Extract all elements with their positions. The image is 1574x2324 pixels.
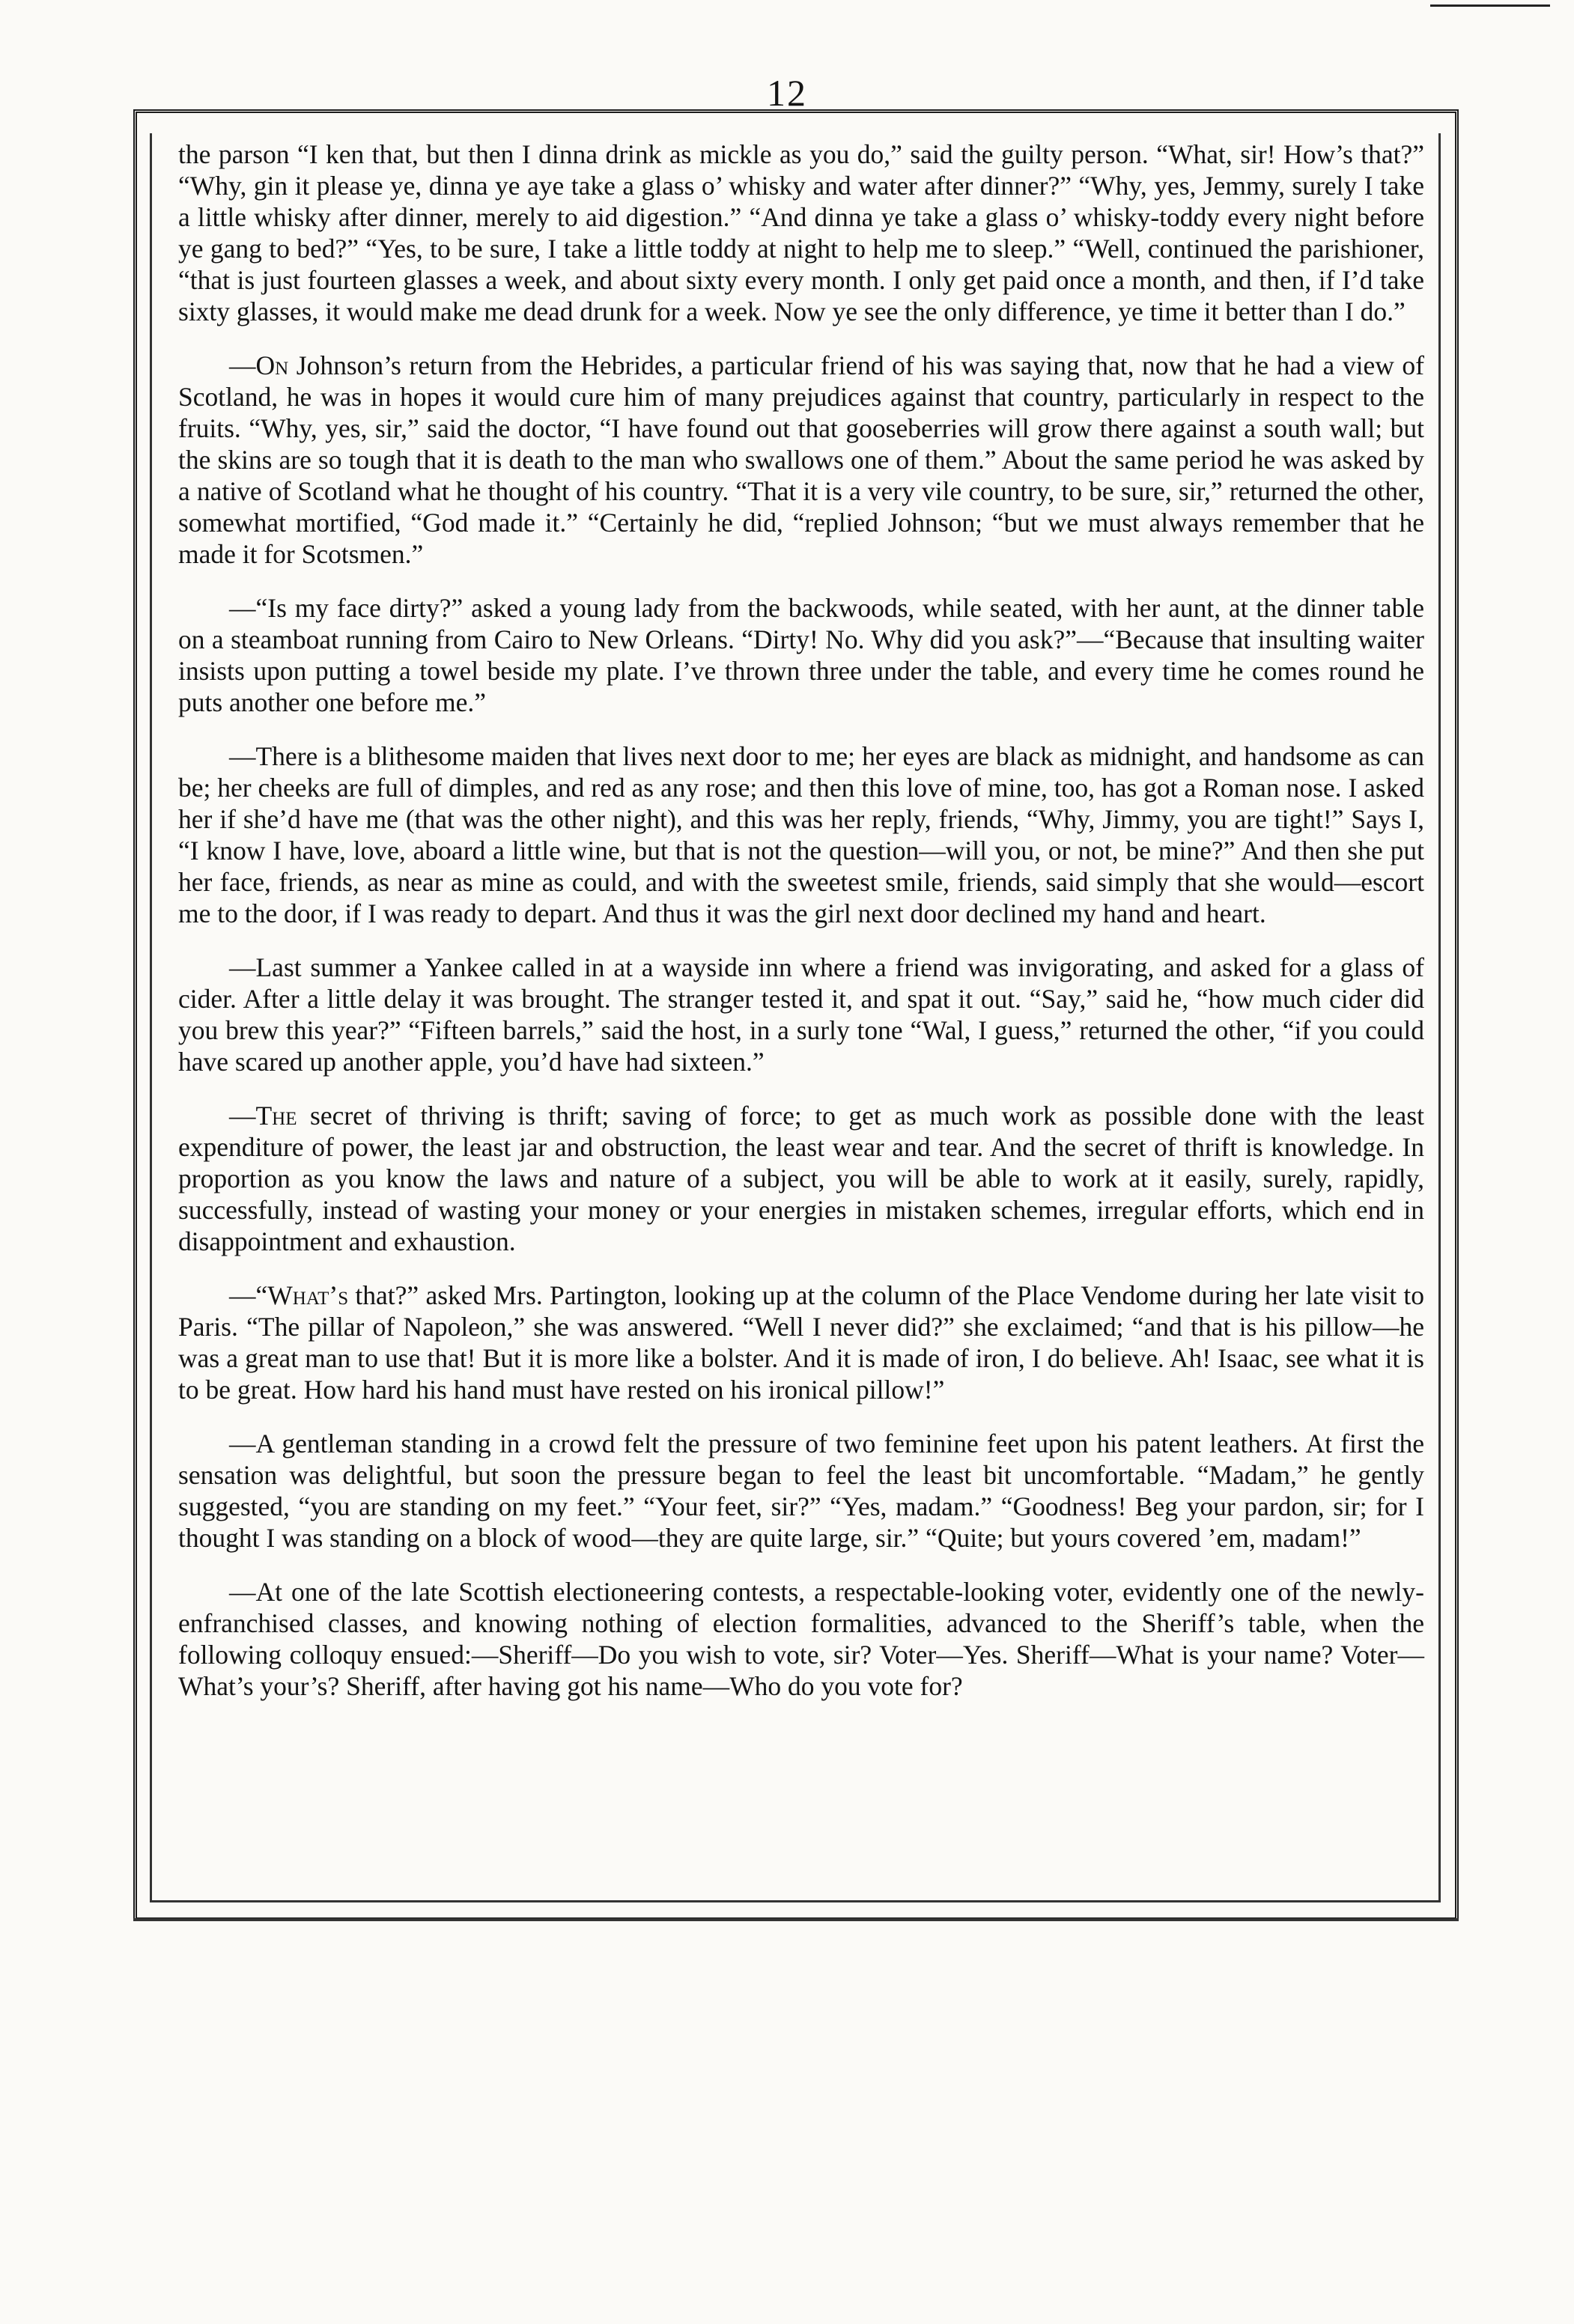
paragraph-text: that?” asked Mrs. Partington, looking up at the column of the Place Vendome during her late visit to Paris. “The pillar of Napoleon,” she was answered. “Well I never did?” she exclaimed; “and that is his pillow—he was a great man to use that! But it is more like a bolster. And it is made of iron, I do believe. Ah! Isaac, see what it is to be great. How hard his hand must have rested on his ironical pillow!” (178, 1280, 1424, 1405)
paragraph-scottish-election (178, 1576, 1424, 1702)
paragraph-lead: —The (229, 1101, 297, 1131)
paragraph-text: secret of thriving is thrift; saving of force; to get as much work as possible done with the least expenditure of power, the least jar and obstruction, the least wear and tear. And the secret of thrift is knowledge. In proportion as you know the laws and nature of a subject, you will be able to work at it easily, surely, rapidly, successfully, instead of wasting your money or your energies in mistaken schemes, irregular efforts, which end in disappointment and exhaustion. (178, 1101, 1424, 1256)
paragraph-partington (178, 1280, 1424, 1405)
paragraph-lead: —“What’s (229, 1280, 349, 1310)
paragraph-parson-continued (178, 139, 1424, 327)
paragraph-text: —Last summer a Yankee called in at a wayside inn where a friend was invigorating, and asked for a glass of cider. After a little delay it was brought. The stranger tested it, and spat it out. “Say,” said he, “how much cider did you brew this year?” “Fifteen barrels,” said the host, in a surly tone “Wal, I guess,” returned the other, “if you could have scared up another apple, you’d have had sixteen.” (178, 952, 1424, 1077)
paragraph-text: the parson “I ken that, but then I dinna drink as mickle as you do,” said the guilty person. “What, sir! How’s that?” “Why, gin it please ye, dinna ye aye take a glass o’ whisky and water after dinner?” “Why, yes, Jemmy, surely I take a little whisky after dinner, merely to aid digestion.” “And dinna ye take a glass o’ whisky-toddy every night before ye gang to bed?” “Yes, to be sure, I take a little toddy at night to help me to sleep.” “Well, continued the parishioner, “that is just fourteen glasses a week, and about sixty every month. I only get paid once a month, and then, if I’d take sixty glasses, it would make me dead drunk for a week. Now ye see the only difference, ye time it better than I do.” (178, 139, 1424, 326)
paragraph-yankee-cider (178, 952, 1424, 1077)
paragraph-gentleman-feet (178, 1428, 1424, 1554)
paragraph-johnson-hebrides (178, 350, 1424, 570)
page-number: 12 (767, 72, 807, 114)
paragraph-text: —There is a blithesome maiden that lives next door to me; her eyes are black as midnight, and handsome as can be; her cheeks are full of dimples, and red as any rose; and then this love of mine, too, has got a Roman nose. I asked her if she’d have me (that was the other night), and this was her reply, friends, “Why, Jimmy, you are tight!” Says I, “I know I have, love, aboard a little wine, but that is not the question—will you, or not, be mine?” And then she put her face, friends, as near as mine as could, and with the sweetest smile, friends, said simply that she would—escort me to the door, if I was ready to depart. And thus it was the girl next door declined my hand and heart. (178, 741, 1424, 928)
paragraph-lead: —On (229, 350, 289, 380)
paragraph-text: —At one of the late Scottish electioneering contests, a respectable-looking voter, evidently one of the newly-enfranchised classes, and knowing nothing of election formalities, advanced to the Sheriff’s table, when the following colloquy ensued:—Sheriff—Do you wish to vote, sir? Voter—Yes. Sheriff—What is your name? Voter—What’s your’s? Sheriff, after having got his name—Who do you vote for? (178, 1577, 1424, 1701)
paragraph-text: —A gentleman standing in a crowd felt the pressure of two feminine feet upon his patent leathers. At first the sensation was delightful, but soon the pressure began to feel the least bit uncomfortable. “Madam,” he gently suggested, “you are standing on my feet.” “Your feet, sir?” “Yes, madam.” “Goodness! Beg your pardon, sir; for I thought I was standing on a block of wood—they are quite large, sir.” “Quite; but yours covered ’em, madam!” (178, 1429, 1424, 1553)
paragraph-text: Johnson’s return from the Hebrides, a particular friend of his was saying that, now that he had a view of Scotland, he was in hopes it would cure him of many prejudices against that country, particularly in respect to the fruits. “Why, yes, sir,” said the doctor, “I have found out that gooseberries will grow there against a south wall; but the skins are so tough that it is death to the man who swallows one of them.” About the same period he was asked by a native of Scotland what he thought of his country. “That it is a very vile country, to be sure, sir,” returned the other, somewhat mortified, “God made it.” “Certainly he did, “replied Johnson; “but we must always remember that he made it for Scotsmen.” (178, 350, 1424, 569)
paragraph-blithesome-maiden (178, 740, 1424, 929)
paragraph-dirty-face (178, 592, 1424, 718)
paragraph-thrift (178, 1100, 1424, 1257)
column-text (178, 139, 1424, 1702)
top-rule (1430, 4, 1550, 7)
paragraph-text: —“Is my face dirty?” asked a young lady from the backwoods, while seated, with her aunt, at the dinner table on a steamboat running from Cairo to New Orleans. “Dirty! No. Why did you ask?”—“Because that insulting waiter insists upon putting a towel beside my plate. I’ve thrown three under the table, and every time he comes round he puts another one before me.” (178, 593, 1424, 717)
page-border-bottom-rule (133, 1918, 1459, 1921)
